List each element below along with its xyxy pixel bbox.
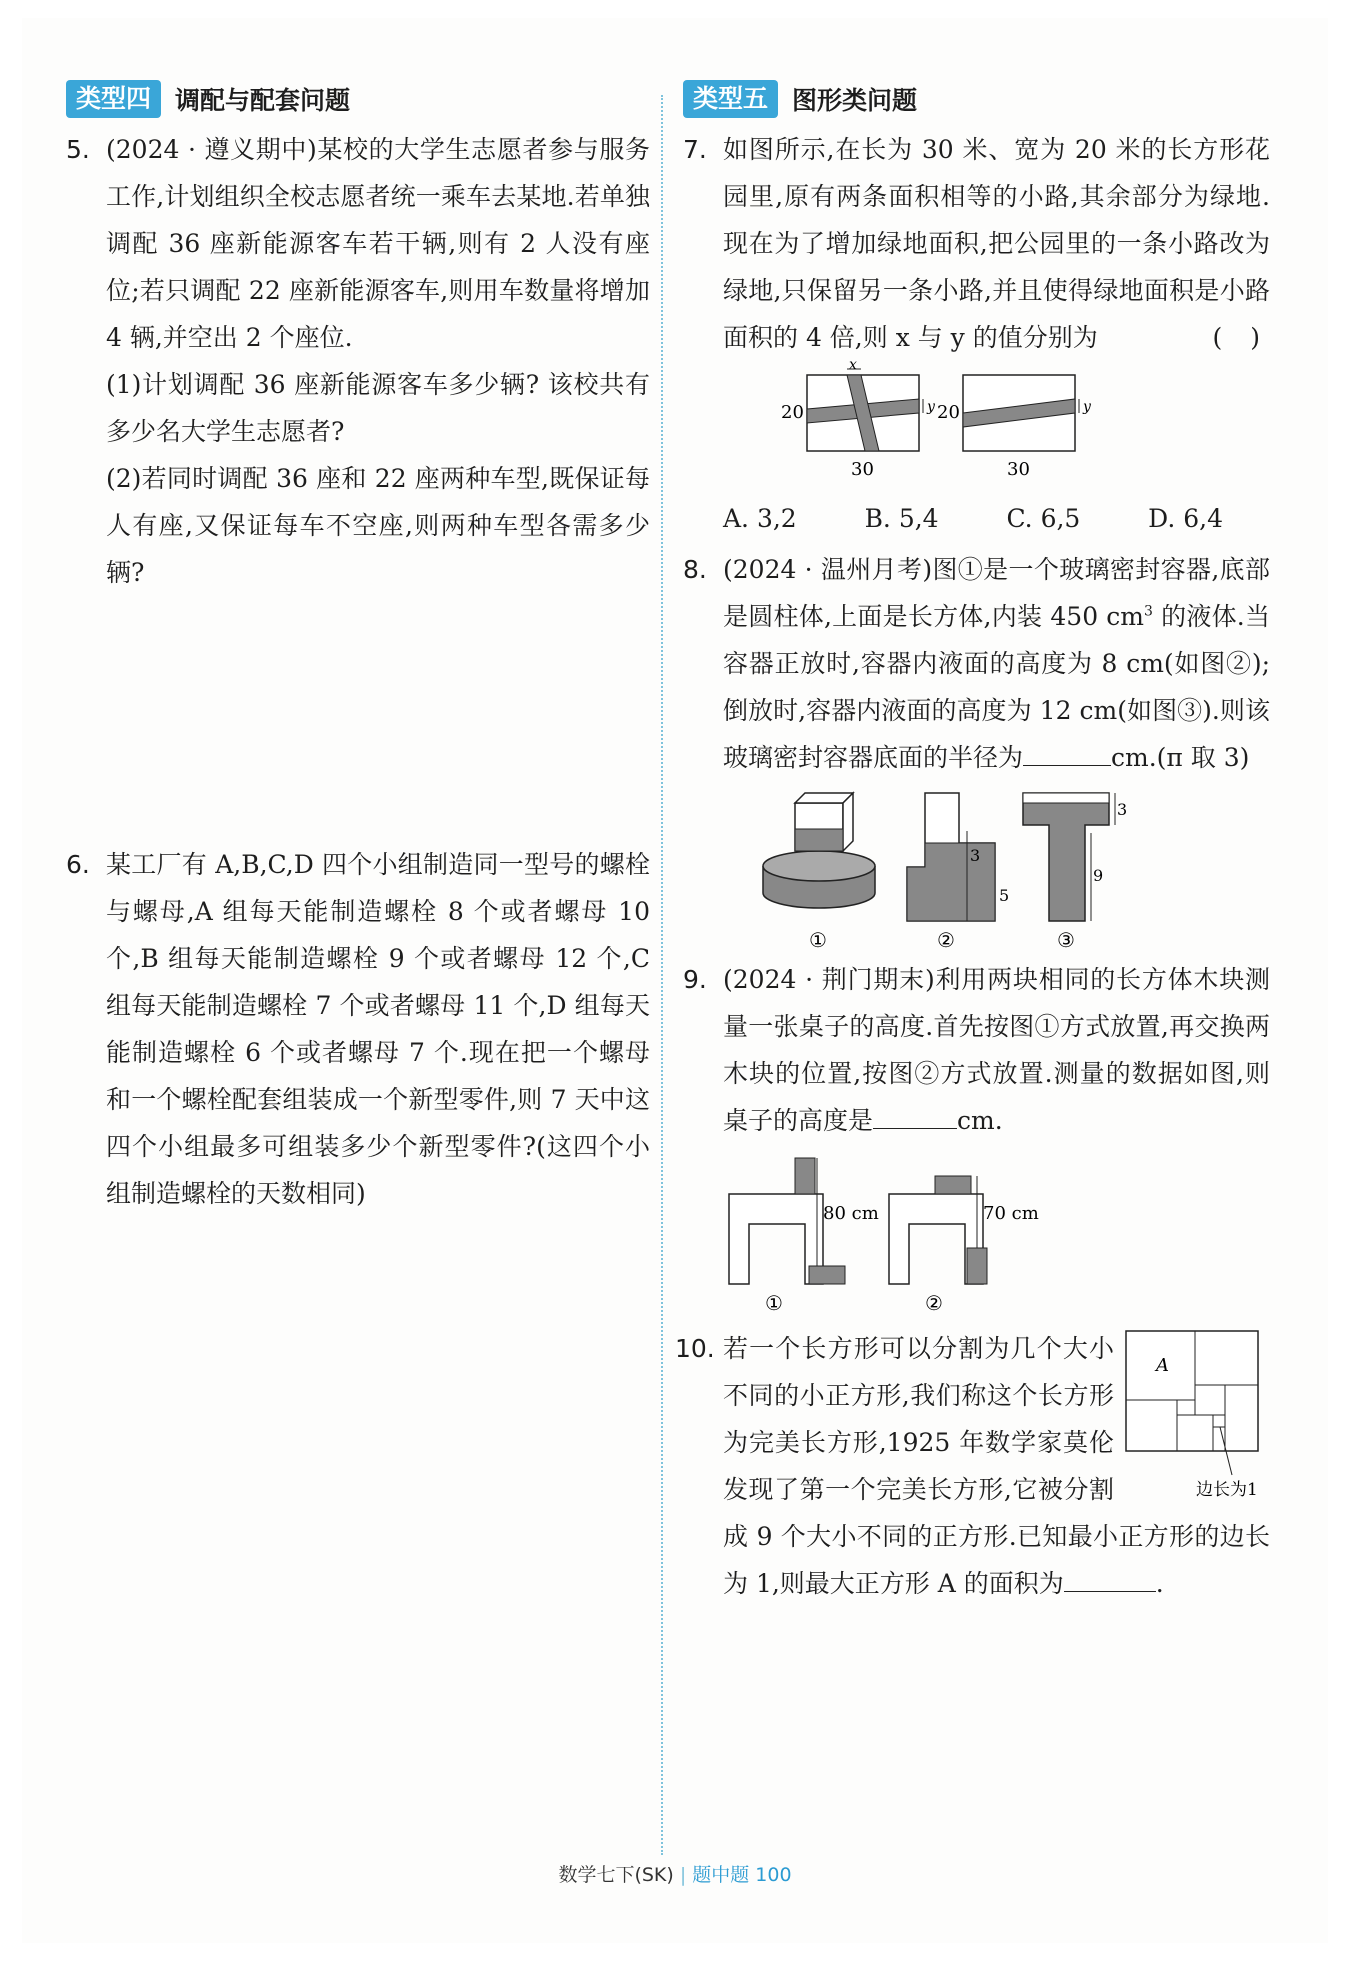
page-footer xyxy=(0,1860,1350,1887)
garden-length-label-2: 30 xyxy=(1007,459,1030,480)
table-label-2: ② xyxy=(925,1291,943,1315)
section-four-header xyxy=(66,78,650,120)
garden-figure-2 xyxy=(937,375,1092,480)
section-four-tag: 类型四 xyxy=(66,80,161,118)
footer-separator: | xyxy=(679,1864,687,1886)
question-6-stem xyxy=(106,841,650,1217)
section-five-header xyxy=(683,78,1270,120)
question-6-number: 6. xyxy=(66,850,90,879)
garden-paths-figure xyxy=(723,361,1143,491)
question-5-part2: (2)若同时调配 36 座和 22 座两种车型,既保证每人有座,又保证每车不空座,则两种车型各需多少辆? xyxy=(106,464,650,587)
question-7-text: 如图所示,在长为 30 米、宽为 20 米的长方形花园里,原有两条面积相等的小路,其余部分为绿地.现在为了增加绿地面积,把公园里的一条小路改为绿地,只保留另一条小路,并且使得绿地面积是小路面积的 4 倍,则 x 与 y 的值分别为 xyxy=(723,135,1270,352)
question-6 xyxy=(66,841,650,1217)
container-3-dim-a: 3 xyxy=(1117,800,1128,819)
question-6-note: (这四个小组制造螺栓的天数相同) xyxy=(106,1132,650,1208)
question-5-source: (2024 · 遵义期中) xyxy=(106,135,317,164)
question-5-text: 某校的大学生志愿者参与服务工作,计划组织全校志愿者统一乘车去某地.若单独调配 36 座新能源客车若干辆,则有 2 人没有座位;若只调配 22 座新能源客车,则用车数量将增加 4 辆,并空出 2 个座位. xyxy=(106,135,650,352)
table-figure-1 xyxy=(729,1158,879,1315)
perfect-rectangle-figure xyxy=(1120,1325,1270,1505)
question-6-text: 某工厂有 A,B,C,D 四个小组制造同一型号的螺栓与螺母,A 组每天能制造螺栓 8 个或者螺母 10 个,B 组每天能制造螺栓 9 个或者螺母 12 个,C 组每天能制造螺栓 7 个或者螺母 11 个,D 组每天能制造螺栓 6 个或者螺母 7 个.现在把一个螺母和一个螺栓配套组装成一个新型零件,则 7 天中这四个小组最多可组装多少个新型零件? xyxy=(106,850,650,1161)
path-width-y-label-2: y xyxy=(1083,399,1091,415)
question-9-text: 利用两块相同的长方体木块测量一张桌子的高度.首先按图①方式放置,再交换两木块的位置,按图②方式放置.测量的数据如图,则桌子的高度是 xyxy=(723,965,1270,1135)
question-9-tail: cm. xyxy=(957,1106,1003,1135)
path-width-y-label-1: y xyxy=(927,399,935,415)
garden-width-label-2: 20 xyxy=(937,402,960,423)
height-label-1: 80 cm xyxy=(823,1203,879,1224)
question-8-number: 8. xyxy=(683,555,707,584)
footer-brand: 题中题 xyxy=(692,1864,750,1886)
question-9-source: (2024 · 荆门期末) xyxy=(723,965,935,994)
option-d[interactable]: D. 6,4 xyxy=(1148,504,1223,533)
question-9-stem xyxy=(723,956,1270,1144)
question-5-stem xyxy=(106,126,650,361)
footer-page-number: 100 xyxy=(755,1864,792,1886)
option-b[interactable]: B. 5,4 xyxy=(864,504,939,533)
height-label-2: 70 cm xyxy=(983,1203,1039,1224)
column-divider xyxy=(661,95,663,1855)
question-10-number: 10. xyxy=(675,1334,715,1363)
square-a-label: A xyxy=(1156,1355,1169,1376)
container-2-dim-b: 5 xyxy=(999,886,1010,905)
garden-length-label-1: 30 xyxy=(851,459,874,480)
cubic-superscript: 3 xyxy=(1144,603,1153,620)
path-width-x-label: x xyxy=(849,361,857,373)
question-8-tail: cm.(π 取 3) xyxy=(1111,743,1250,772)
section-five-title: 图形类问题 xyxy=(792,86,918,115)
question-7-stem xyxy=(723,126,1270,361)
container-figure-1 xyxy=(763,793,875,952)
question-8-text-a: 图①是一个玻璃密封容器,底部是圆柱体,上面是长方体,内装 450 cm xyxy=(723,555,1270,631)
question-7-options xyxy=(723,495,1223,542)
container-2-dim-a: 3 xyxy=(970,846,981,865)
question-7-number: 7. xyxy=(683,135,707,164)
question-8-text-b: 的液体.当容器正放时,容器内液面的高度为 8 cm(如图②);倒放时,容器内液面的高度为 12 cm(如图③).则该玻璃密封容器底面的半径为 xyxy=(723,602,1270,772)
footer-book: 数学七下(SK) xyxy=(558,1864,674,1886)
right-column xyxy=(675,78,1270,1607)
answer-blank-10[interactable] xyxy=(1064,1565,1156,1592)
question-8-source: (2024 · 温州月考) xyxy=(723,555,933,584)
container-label-3: ③ xyxy=(1057,928,1075,952)
answer-blank-9[interactable] xyxy=(873,1102,957,1129)
answer-bracket: ( ) xyxy=(1212,323,1270,352)
container-3-dim-b: 9 xyxy=(1093,866,1104,885)
table-label-1: ① xyxy=(765,1291,783,1315)
question-5-number: 5. xyxy=(66,135,90,164)
section-five-tag: 类型五 xyxy=(683,80,778,118)
left-column xyxy=(66,78,650,1217)
container-figure xyxy=(723,781,1143,956)
question-10 xyxy=(675,1325,1270,1607)
container-label-2: ② xyxy=(937,928,955,952)
table-height-figure xyxy=(723,1144,1143,1319)
question-10-tail: . xyxy=(1155,1569,1164,1598)
garden-width-label-1: 20 xyxy=(781,402,804,423)
question-5-part1: (1)计划调配 36 座新能源客车多少辆? 该校共有多少名大学生志愿者? xyxy=(106,370,650,446)
container-figure-2 xyxy=(907,793,1009,952)
answer-blank-8[interactable] xyxy=(1023,739,1111,766)
question-8 xyxy=(683,546,1270,956)
question-9 xyxy=(683,956,1270,1319)
section-four-title: 调配与配套问题 xyxy=(175,86,351,115)
container-label-1: ① xyxy=(809,928,827,952)
question-10-text: 若一个长方形可以分割为几个大小不同的小正方形,我们称这个长方形为完美长方形,1925 年数学家莫伦发现了第一个完美长方形,它被分割成 9 个大小不同的正方形.已知最小正方形的边长为 1,则最大正方形 A 的面积为 xyxy=(723,1334,1270,1598)
question-8-stem xyxy=(723,546,1270,781)
option-a[interactable]: A. 3,2 xyxy=(723,504,797,533)
question-5 xyxy=(66,126,650,596)
square-caption: 边长为1 xyxy=(1196,1480,1258,1500)
option-c[interactable]: C. 6,5 xyxy=(1006,504,1081,533)
container-figure-3 xyxy=(1023,793,1127,952)
question-7 xyxy=(683,126,1270,542)
table-figure-2 xyxy=(889,1176,1039,1315)
question-9-number: 9. xyxy=(683,965,707,994)
garden-figure-1 xyxy=(781,361,936,480)
